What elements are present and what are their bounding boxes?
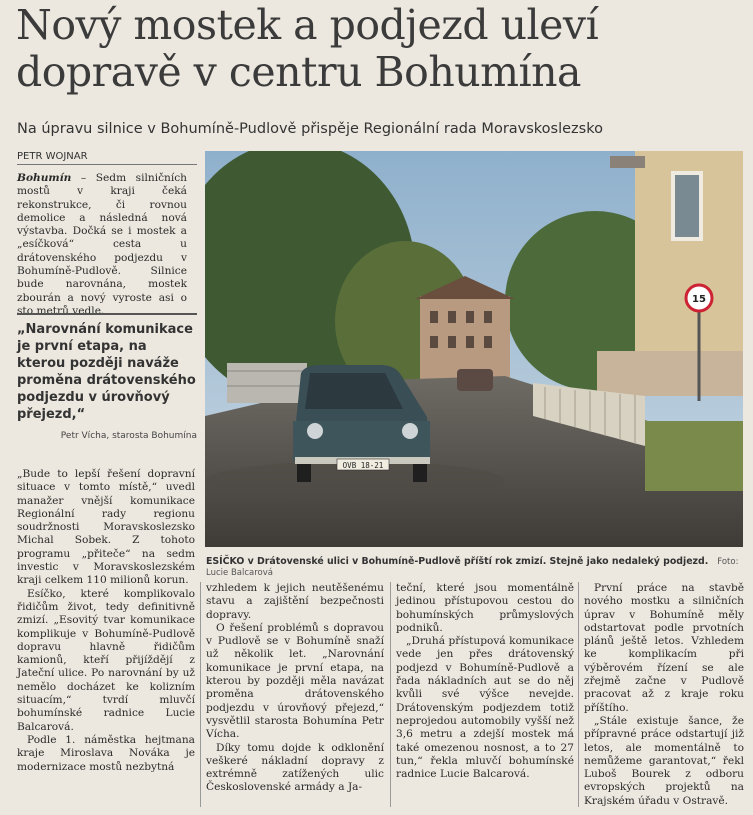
subheadline: Na úpravu silnice v Bohumíně-Pudlově přispěje Regionální rada Moravskoslezsko — [17, 121, 603, 137]
license-plate: OVB 18-21 — [342, 461, 384, 470]
paragraph: „Bude to lepší řešení dopravní situace v tomto místě,“ uvedl manažer vnější komunikace Regionální rady regionu soudržnosti Moravskoslezsko Michal Sobek. Z tohoto programu „přiteče“ na sedm investic v Moravskoslezském kraji celkem 110 milionů korun. — [17, 468, 195, 587]
paragraph: Díky tomu dojde k odklonění veškeré nákladní dopravy z extrémně zatížených ulic Československé armády a Ja- — [206, 741, 384, 794]
paragraph: vzhledem k jejich neutěšenému stavu a zajištění bezpečnosti dopravy. — [206, 582, 384, 621]
column-divider — [200, 582, 201, 807]
headline-line-2: dopravě v centru Bohumína — [16, 48, 581, 96]
photo-caption — [206, 556, 746, 578]
lead-paragraph — [17, 172, 187, 318]
sign-text: 15 — [692, 294, 706, 305]
paragraph: teční, které jsou momentálně jedinou přístupovou cestou do bohumínských průmyslových podniků. — [396, 582, 574, 634]
paragraph: První práce na stavbě nového mostku a silničních úprav v Bohumíně měly odstartovat podle prvotních plánů ještě letos. Vzhledem ke komplikacím při výběrovém řízení se ale zřejmě začne v Pudlově pracovat až z kraje roku příštího. — [584, 582, 744, 714]
headline-line-1: Nový mostek a podjezd uleví — [16, 1, 599, 49]
photo-illustration — [205, 151, 743, 547]
pull-quote-author: Petr Vícha, starosta Bohumína — [60, 431, 197, 441]
lead-text: – Sedm silničních mostů v kraji čeká rekonstrukce, či rovnou demolice a následná nová výstavba. Dočká se i mostek a „esíčková“ cesta u drátovenského podjezdu v Bohumíně-Pudlově. Silnice bude narovnána, mostek zbourán a nový vyroste asi o sto metrů vedle. — [17, 172, 187, 317]
paragraph: O řešení problémů s dopravou v Pudlově se v Bohumíně snaží už několik let. „Narovnání komunikace je první etapa, na kterou by později měla navázat proměna drátovenského podjezdu v úrovňový přejezd,“ vysvětlil starosta Bohumína Petr Vícha. — [206, 621, 384, 741]
pull-quote-text: „Narovnání komunikace je první etapa, na kterou později naváže proměna drátovenského podjezdu v úrovňový přejezd,“ — [17, 322, 196, 422]
paragraph: Podle 1. náměstka hejtmana kraje Miroslava Nováka je modernizace mostů nezbytná — [17, 733, 195, 773]
weight-limit-sign — [686, 285, 712, 311]
byline: PETR WOJNAR — [17, 151, 197, 165]
paragraph: „Stále existuje šance, že přípravné práce odstartují již letos, ale momentálně to nemůžeme garantovat,“ řekl Luboš Bourek z odboru evropských projektů na Krajském úřadu v Ostravě. — [584, 714, 744, 807]
caption-text: ESÍČKO v Drátovenské ulici v Bohumíně-Pudlově příští rok zmizí. Stejně jako nedaleký podjezd. — [206, 556, 709, 567]
column-divider — [578, 582, 579, 807]
headline — [16, 2, 736, 96]
pull-quote — [17, 313, 197, 441]
paragraph: „Druhá přístupová komunikace vede jen přes drátovenský podjezd v Bohumíně-Pudlově a řada nákladních aut se do něj kvůli své výšce nevejde. Drátovenským podjezdem totiž neprojedou automobily vyšší než 3,6 metru a zdejší mostek má také omezenou nosnost, a to 27 tun,“ řekla mluvčí bohumínské radnice Lucie Balcarová. — [396, 635, 574, 781]
column-divider — [390, 582, 391, 807]
body-column-1 — [17, 468, 195, 774]
body-column-3 — [396, 582, 574, 781]
photo-credit: Foto: Lucie Balcarová — [206, 557, 739, 578]
lead-place: Bohumín — [17, 172, 72, 184]
body-column-2 — [206, 582, 384, 795]
paragraph: Esíčko, které komplikovalo řidičům život, tedy definitivně zmizí. „Esovitý tvar komunikace komplikuje v Bohumíně-Pudlově dopravu hlavně řidičům kamionů, kteří přijíždějí z Jateční ulice. Po narovnání by už nemělo docházet ke kolizním situacím,“ tvrdí mluvčí bohumínské radnice Lucie Balcarová. — [17, 587, 195, 733]
body-column-4 — [584, 582, 744, 808]
article-photo — [205, 151, 743, 547]
